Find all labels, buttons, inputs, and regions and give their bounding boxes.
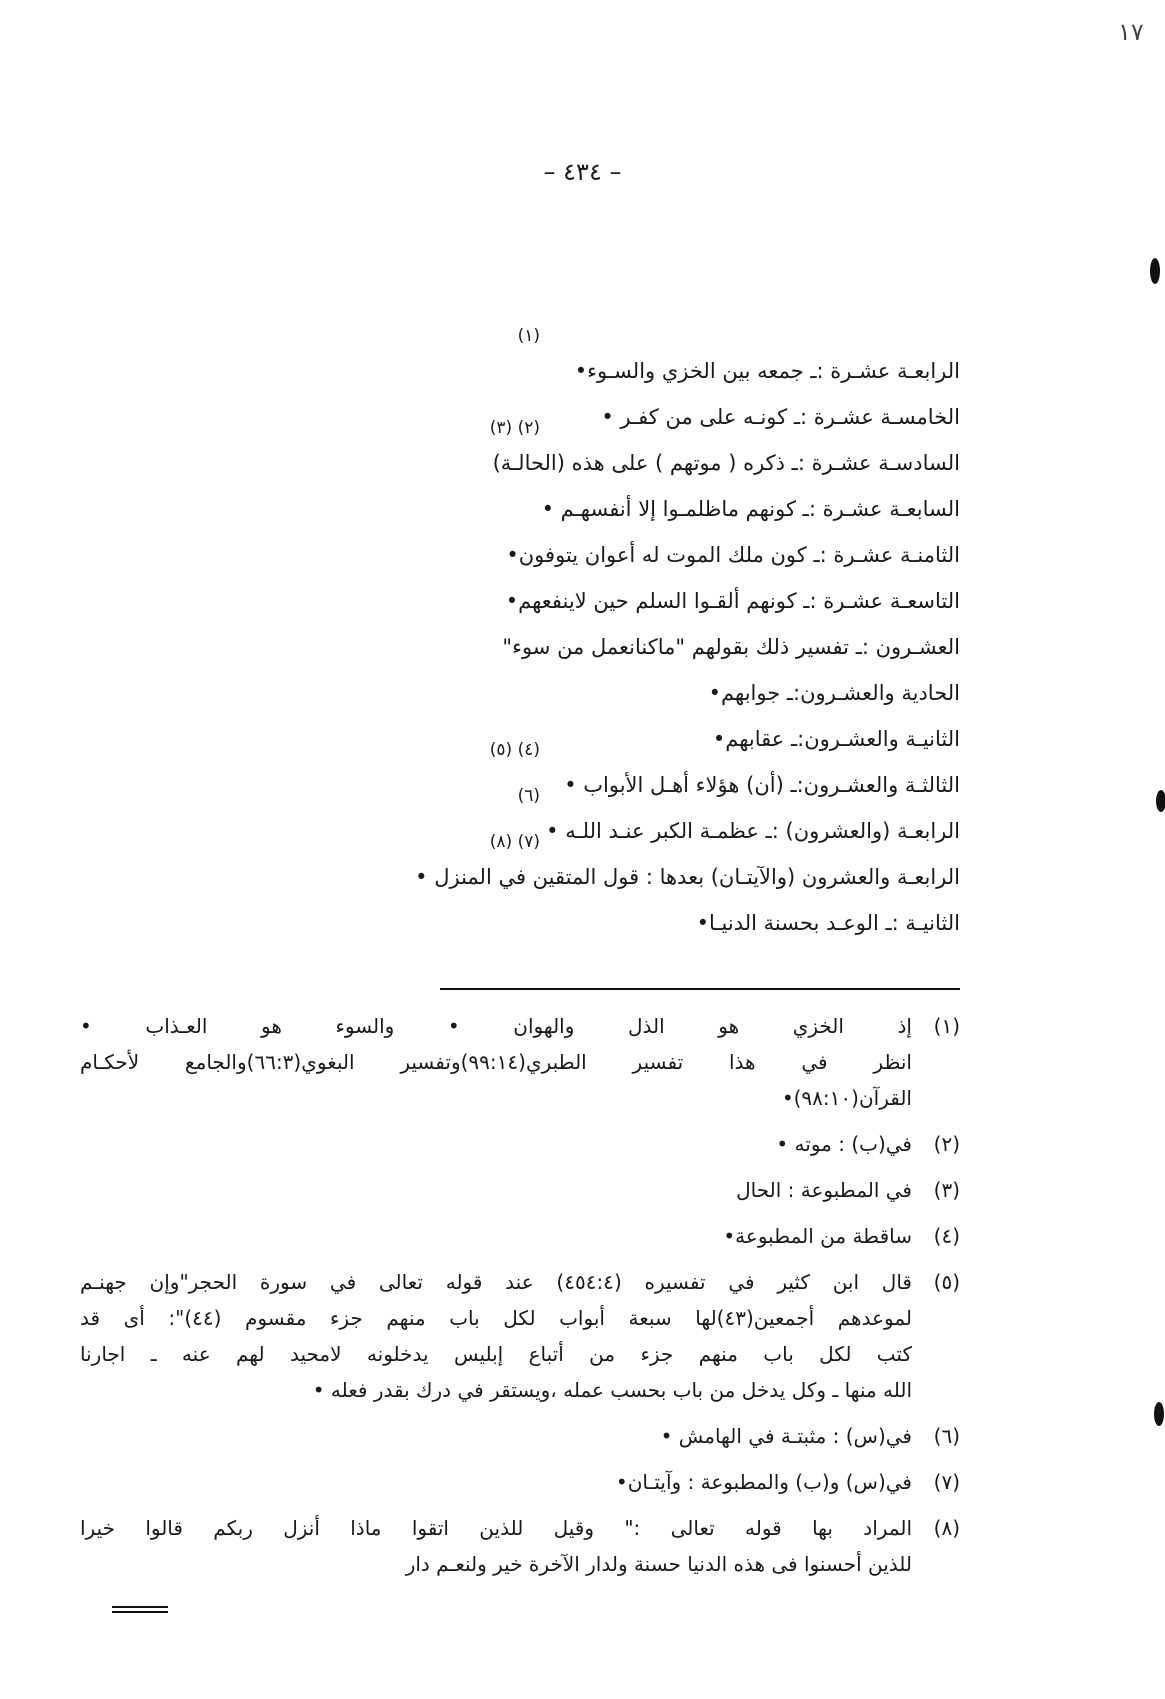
footnote-number: (٤) bbox=[933, 1224, 960, 1248]
list-row bbox=[220, 740, 960, 808]
footnote-refs: (٢) (٣) bbox=[489, 418, 540, 438]
footnote bbox=[80, 1218, 960, 1254]
footnote-body bbox=[80, 1126, 912, 1162]
footnote-refs: (٧) (٨) bbox=[489, 832, 540, 852]
end-double-rule bbox=[112, 1611, 168, 1613]
list-row bbox=[220, 786, 960, 854]
footnote-line: في(ب) : موته • bbox=[776, 1132, 912, 1156]
footnote-number: (١) bbox=[933, 1014, 960, 1038]
footnote-line: القرآن(٩٨:١٠)• bbox=[781, 1086, 912, 1110]
list-row bbox=[220, 900, 960, 946]
footnote bbox=[80, 1172, 960, 1208]
footnote-line: انظر في هذا تفسير الطبري(٩٩:١٤)وتفسير البغوي(٦٦:٣)والجامع لأحكـام bbox=[80, 1050, 912, 1074]
footnote-separator bbox=[440, 988, 960, 990]
footnote bbox=[80, 1464, 960, 1500]
footnote-line: في(س) و(ب) والمطبوعة : وآيتـان• bbox=[615, 1470, 912, 1494]
list-row-text: الرابعـة عشـرة :ـ جمعه بين الخزي والسـوء• bbox=[574, 359, 960, 383]
list-row-text: التاسعـة عشـرة :ـ كونهم ألقـوا السلم حين لاينفعهم• bbox=[505, 589, 960, 613]
footnote-number: (٧) bbox=[933, 1470, 960, 1494]
footnote-line: كتب لكل باب منهم جزء من أتباع إبليس يدخلونه لامحيد لهم عنه ـ اجارنا bbox=[80, 1342, 912, 1366]
footnote bbox=[80, 1126, 960, 1162]
list-row-text: الرابعـة والعشرون (والآيتـان) بعدها : قول المتقين في المنزل • bbox=[415, 865, 960, 889]
footnote-body bbox=[80, 1264, 912, 1408]
footnote-line: المراد بها قوله تعالى :" وقيل للذين اتقوا ماذا أنزل ربكم قالوا خيرا bbox=[80, 1516, 912, 1540]
footnote-body bbox=[80, 1008, 912, 1116]
footnote-number: (٥) bbox=[933, 1270, 960, 1294]
list-row-text: السادسـة عشـرة :ـ ذكره ( موتهم ) على هذه (الحالـة) bbox=[492, 451, 960, 475]
footnote-refs: (١) bbox=[517, 326, 540, 346]
list-row-text: العشـرون :ـ تفسير ذلك بقولهم "ماكنانعمل من سوء" bbox=[502, 635, 960, 659]
list-row bbox=[220, 394, 960, 440]
footnote-refs: (٤) (٥) bbox=[489, 740, 540, 760]
footnotes bbox=[80, 1008, 960, 1592]
footnote-line: الله منها ـ وكل يدخل من باب بحسب عمله ،ويستقر في درك بقدر فعله • bbox=[312, 1378, 912, 1402]
footnote-body bbox=[80, 1172, 912, 1208]
footnote bbox=[80, 1008, 960, 1116]
list-row bbox=[220, 716, 960, 762]
list-row bbox=[220, 624, 960, 670]
list-row-text: السابعـة عشـرة :ـ كونهم ماظلمـوا إلا أنفسهـم • bbox=[541, 497, 960, 521]
end-double-rule bbox=[112, 1606, 168, 1608]
list-row bbox=[220, 532, 960, 578]
footnote-line: لموعدهم أجمعين(٤٣)لها سبعة أبواب لكل باب منهم جزء مقسوم (٤٤)": أى قد bbox=[80, 1306, 912, 1330]
footnote bbox=[80, 1418, 960, 1454]
footnote-body bbox=[80, 1218, 912, 1254]
list-row-text: الثانيـة والعشـرون:ـ عقابهم• bbox=[712, 727, 960, 751]
footnote-number: (٦) bbox=[933, 1424, 960, 1448]
virtues-list bbox=[220, 326, 960, 946]
footnote-line: في المطبوعة : الحال bbox=[736, 1178, 912, 1202]
binding-mark bbox=[1156, 790, 1165, 812]
footnote-refs: (٦) bbox=[517, 786, 540, 806]
footnote-body bbox=[80, 1510, 912, 1582]
list-row-text: الثامنـة عشـرة :ـ كون ملك الموت له أعوان يتوفون• bbox=[506, 543, 960, 567]
footnote bbox=[80, 1510, 960, 1582]
footnote-body bbox=[80, 1464, 912, 1500]
list-row bbox=[220, 486, 960, 532]
footnote-line: في(س) : مثبتـة في الهامش • bbox=[660, 1424, 912, 1448]
footnote-number: (٨) bbox=[933, 1516, 960, 1540]
footnote-number: (٢) bbox=[933, 1132, 960, 1156]
binding-mark bbox=[1154, 1402, 1164, 1426]
footnote-line: قال ابن كثير في تفسيره (٤٥٤:٤) عند قوله تعالى في سورة الحجر"وإن جهنـم bbox=[80, 1270, 912, 1294]
footnote-number: (٣) bbox=[933, 1178, 960, 1202]
list-row-text: الثالثـة والعشـرون:ـ (أن) هؤلاء أهـل الأبواب • bbox=[564, 773, 960, 797]
footnote-line: للذين أحسنوا فى هذه الدنيا حسنة ولدار الآخرة خير ولنعـم دار bbox=[405, 1552, 912, 1576]
list-row-text: الحادية والعشـرون:ـ جوابهم• bbox=[708, 681, 960, 705]
footnote-body bbox=[80, 1418, 912, 1454]
list-row bbox=[220, 326, 960, 394]
list-row bbox=[220, 578, 960, 624]
binding-mark bbox=[1150, 258, 1160, 284]
list-row bbox=[220, 418, 960, 486]
list-row-text: الخامسـة عشـرة :ـ كونـه على من كفـر • bbox=[601, 405, 960, 429]
footnote-line: ساقطة من المطبوعة• bbox=[723, 1224, 912, 1248]
list-row bbox=[220, 832, 960, 900]
footnote-line: إذ الخزي هو الذل والهوان • والسوء هو العـذاب • bbox=[80, 1014, 912, 1038]
footnote bbox=[80, 1264, 960, 1408]
corner-handwritten-mark: ١٧ bbox=[1118, 18, 1144, 46]
list-row-text: الرابعـة (والعشرون) :ـ عظمـة الكبر عنـد اللـه • bbox=[546, 819, 960, 843]
list-row-text: الثانيـة :ـ الوعـد بحسنة الدنيـا• bbox=[696, 911, 960, 935]
page-number: – ٤٣٤ – bbox=[543, 158, 622, 186]
list-row bbox=[220, 670, 960, 716]
